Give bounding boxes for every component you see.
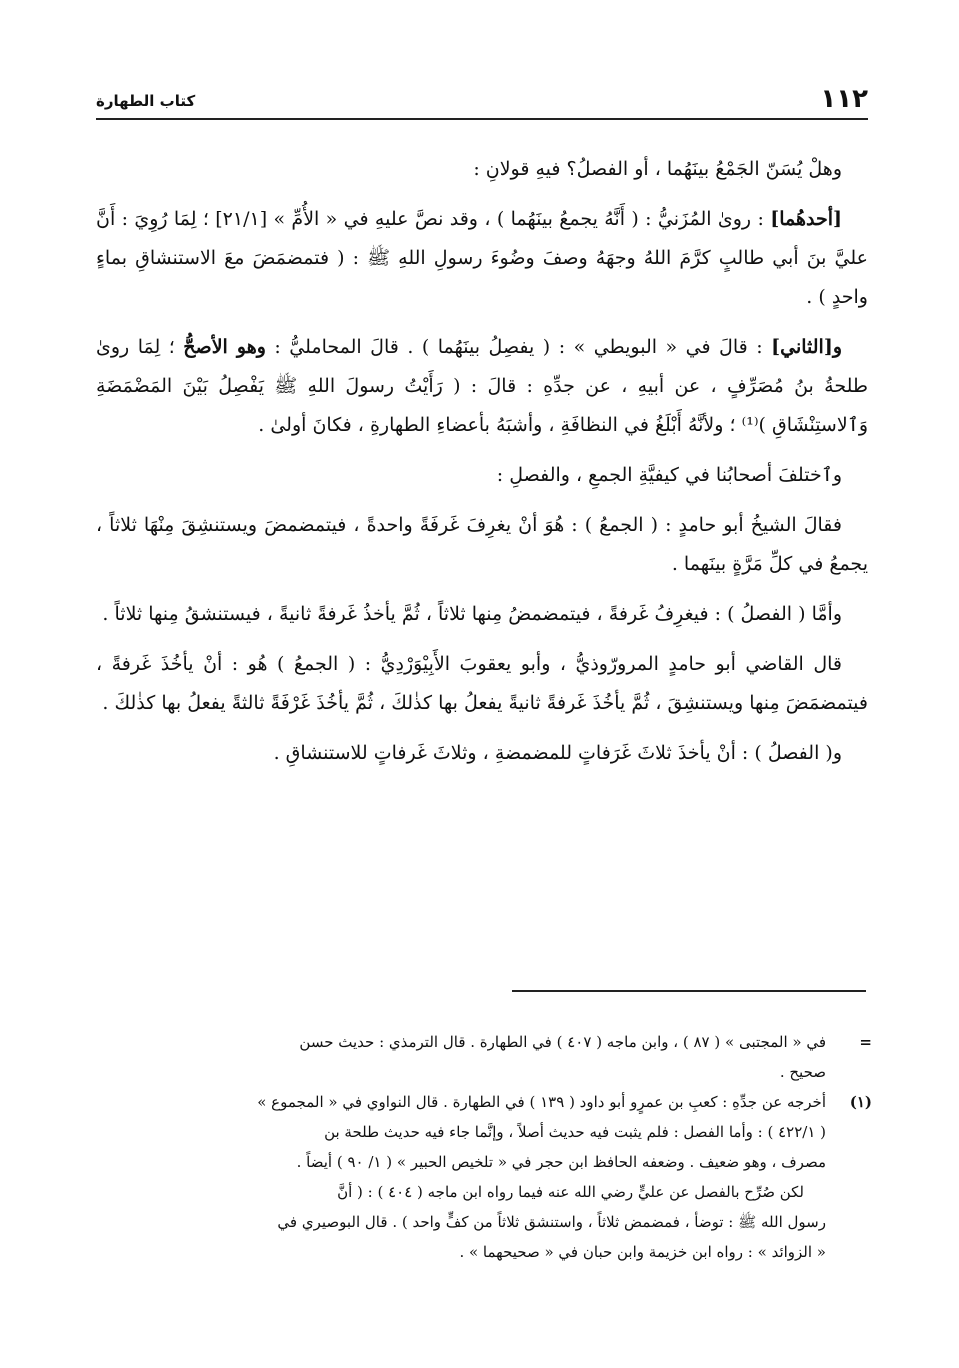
footnote-number: (١) <box>849 1093 872 1111</box>
paragraph-text: و( الفصلُ ) : أنْ يأخذَ ثلاثَ غَرَفاتٍ للمضمضةِ ، وثلاثَ غَرفاتٍ للاستنشاقِ . <box>273 742 842 764</box>
running-title: كتاب الطهارة <box>96 92 196 110</box>
paragraph-first-opinion <box>96 200 868 317</box>
paragraph-text: : قالَ في « البويطي » : ( يفصِلُ بينَهُما ) . قالَ المحامليُّ : <box>265 336 772 358</box>
paragraph-text: : روىٰ المُزَنيُّ : ( أَنَّهُ يجمعُ بينَهُما ) ، وقد نصَّ عليهِ في « الأُمِّ » [٢١/١] ؛ لِمَا رُوِيَ : أَنَّ عليَّ بنَ أبي طالبٍ كرَّمَ اللهُ وجهَهُ وصفَ وضُوءَ رسولِ اللهِ ﷺ : ( فتمضمَضَ معَ الاستنشاقِ بماءٍ واحدٍ ) . <box>96 208 868 308</box>
footnote-line: أخرجه عن جدِّهِ : كعبِ بن عمرٍو أبو داود ( ١٣٩ ) في الطهارة . قال النواوي في « المجموع » <box>257 1093 826 1111</box>
continuation-mark: = <box>859 1033 872 1051</box>
paragraph-text: قال القاضي أبو حامدٍ المرورّوذيُّ ، وأبو يعقوبَ الأَبِيْوَرْدِيُّ : ( الجمعُ ) هُو : أنْ يأخُذَ غَرفةً ، فيتمضمَضَ مِنها ويستنشِقَ ، ثُمَّ يأخُذَ غَرفةً ثانيةً يفعلُ بها كذٰلكَ ، ثُمَّ يأخُذَ غَرْفَةً ثالثةً يفعلُ بها كذٰلكَ . <box>96 653 868 714</box>
paragraph-abu-hamid <box>96 506 868 584</box>
paragraph-question <box>96 150 868 189</box>
opinion-label: [أحدهُما] <box>770 208 842 230</box>
footnote-line: لكن صُرِّح بالفصل عن عليٍّ رضي الله عنه فيما رواه ابن ماجه ( ٤٠٤ ) : ( أنَّ <box>337 1183 804 1201</box>
page-header <box>96 78 868 120</box>
paragraph-text: وهلْ يُسَنّ الجَمْعُ بينَهُما ، أو الفصلُ؟ فيهِ قولانِ : <box>473 158 842 180</box>
footnote-1 <box>96 1087 872 1267</box>
footnote-separator <box>512 990 866 992</box>
opinion-label: و[الثاني] <box>771 336 842 358</box>
preferred-opinion: وهو الأصحُّ <box>183 336 266 358</box>
paragraph-disagreement <box>96 456 868 495</box>
footnote-line: رسول الله ﷺ : توضأ ، فمضمض ثلاثاً ، واستنشق ثلاثاً من كفٍّ واحد ) . قال البوصيري في <box>277 1213 826 1231</box>
page-number: ١١٢ <box>820 84 868 114</box>
paragraph-text: وأمَّا ( الفصلُ ) : فيغرِفُ غَرفةً ، فيتمضمضُ مِنها ثلاثاً ، ثُمَّ يأخذُ غَرفةً ثانيةً ، فيستنشقُ مِنها ثلاثاً . <box>102 603 842 625</box>
footnote-line: في « المجتبى » ( ٨٧ ) ، وابن ماجه ( ٤٠٧ ) في الطهارة . قال الترمذي : حديث حسن <box>299 1033 826 1051</box>
paragraph-text: فقالَ الشيخُ أبو حامدٍ : ( الجمعُ ) : هُوَ أنْ يغرِفَ غَرفَةً واحدةً ، فيتمضمضَ ويستنشِقَ مِنْهَا ثلاثاً ، يجمعُ في كلِّ مَرَّةٍ بينَهما . <box>96 514 868 575</box>
paragraph-second-opinion <box>96 328 868 445</box>
paragraph-text: وٱختلفَ أصحابُنا في كيفيَّةِ الجمعِ ، والفصلِ : <box>496 464 842 486</box>
footnote-line: صحيح . <box>779 1063 826 1081</box>
footnote-continuation <box>96 1027 872 1087</box>
footnote-line: « الزوائد » : رواه ابن خزيمة وابن حبان في « صحيحهما » . <box>459 1243 826 1261</box>
footnote-line: مصرف ، وهو ضعيف . وضعفه الحافظ ابن حجر في « تلخيص الحبير » ( ١/ ٩٠ ) أيضاً . <box>296 1153 826 1171</box>
paragraph-separation <box>96 595 868 634</box>
footnotes <box>96 1027 872 1267</box>
footnote-line: ( ٤٢٢/١ ) : وأما الفصل : فلم يثبت فيه حديث أصلاً ، وإنَّما جاء فيه حديث طلحة بن <box>324 1123 826 1141</box>
paragraph-text: ؛ لِمَا روىٰ طلحةُ بنُ مُصَرِّفٍ ، عن أبيهِ ، عن جدِّهِ : قالَ : ( رَأَيْتُ رسولَ اللهِ ﷺ يَفْصِلُ بَيْنَ المَضْمَضَةِ وَٱلاستِنْشَاقِ )⁽¹⁾ ؛ ولأنَّهُ أَبْلَغُ في النظافَةِ ، وأشبَهُ بأعضاءِ الطهارةِ ، فكانَ أولىٰ . <box>96 336 868 436</box>
paragraph-qadi <box>96 645 868 723</box>
paragraph-separation-definition <box>96 734 868 773</box>
main-text <box>96 150 868 773</box>
